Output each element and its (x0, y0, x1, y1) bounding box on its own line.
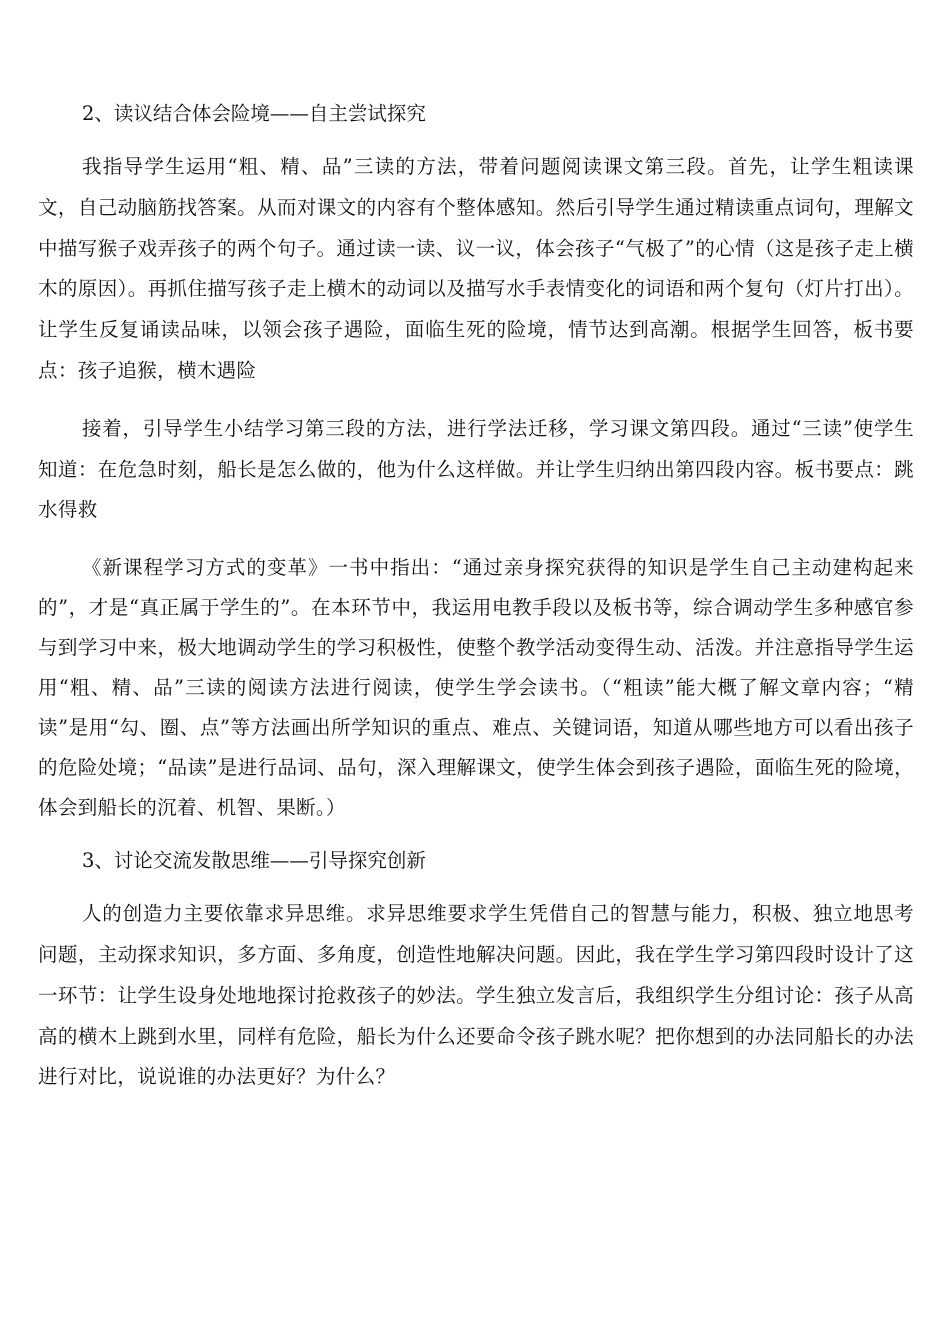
section-2-paragraph-3: 《新课程学习方式的变革》一书中指出：“通过亲身探究获得的知识是学生自己主动建构起来的”，才是“真正属于学生的”。在本环节中，我运用电教手段以及板书等，综合调动学生多种感官参与到学习中来，极大地调动学生的学习积极性，使整个教学活动变得生动、活泼。并注意指导学生运用“粗、精、品”三读的阅读方法进行阅读，使学生学会读书。（“粗读”能大概了解文章内容；“精读”是用“勾、圈、点”等方法画出所学知识的重点、难点、关键词语，知道从哪些地方可以看出孩子的危险处境；“品读”是进行品词、品句，深入理解课文，使学生体会到孩子遇险，面临生死的险境，体会到船长的沉着、机智、果断。） (38, 556, 914, 820)
section-2-paragraph-2: 接着，引导学生小结学习第三段的方法，进行学法迁移，学习课文第四段。通过“三读”使学生知道：在危急时刻，船长是怎么做的，他为什么这样做。并让学生归纳出第四段内容。板书要点：跳水得救 (38, 416, 914, 522)
section-2-paragraph-1: 我指导学生运用“粗、精、品”三读的方法，带着问题阅读课文第三段。首先，让学生粗读课文，自己动脑筋找答案。从而对课文的内容有个整体感知。然后引导学生通过精读重点词句，理解文中描写猴子戏弄孩子的两个句子。通过读一读、议一议，体会孩子“气极了”的心情（这是孩子走上横木的原因）。再抓住描写孩子走上横木的动词以及描写水手表情变化的词语和两个复句（灯片打出）。让学生反复诵读品味，以领会孩子遇险，面临生死的险境，情节达到高潮。根据学生回答，板书要点：孩子追猴，横木遇险 (38, 155, 914, 382)
document-page (38, 98, 914, 1115)
section-3-paragraph-1: 人的创造力主要依靠求异思维。求异思维要求学生凭借自己的智慧与能力，积极、独立地思考问题，主动探求知识，多方面、多角度，创造性地解决问题。因此，我在学生学习第四段时设计了这一环节：让学生设身处地地探讨抢救孩子的妙法。学生独立发言后，我组织学生分组讨论：孩子从高高的横木上跳到水里，同样有危险，船长为什么还要命令孩子跳水呢？把你想到的办法同船长的办法进行对比，说说谁的办法更好？为什么？ (38, 902, 914, 1089)
section-3-heading: 3、讨论交流发散思维——引导探究创新 (82, 849, 426, 873)
section-2-heading: 2、读议结合体会险境——自主尝试探究 (82, 102, 426, 125)
